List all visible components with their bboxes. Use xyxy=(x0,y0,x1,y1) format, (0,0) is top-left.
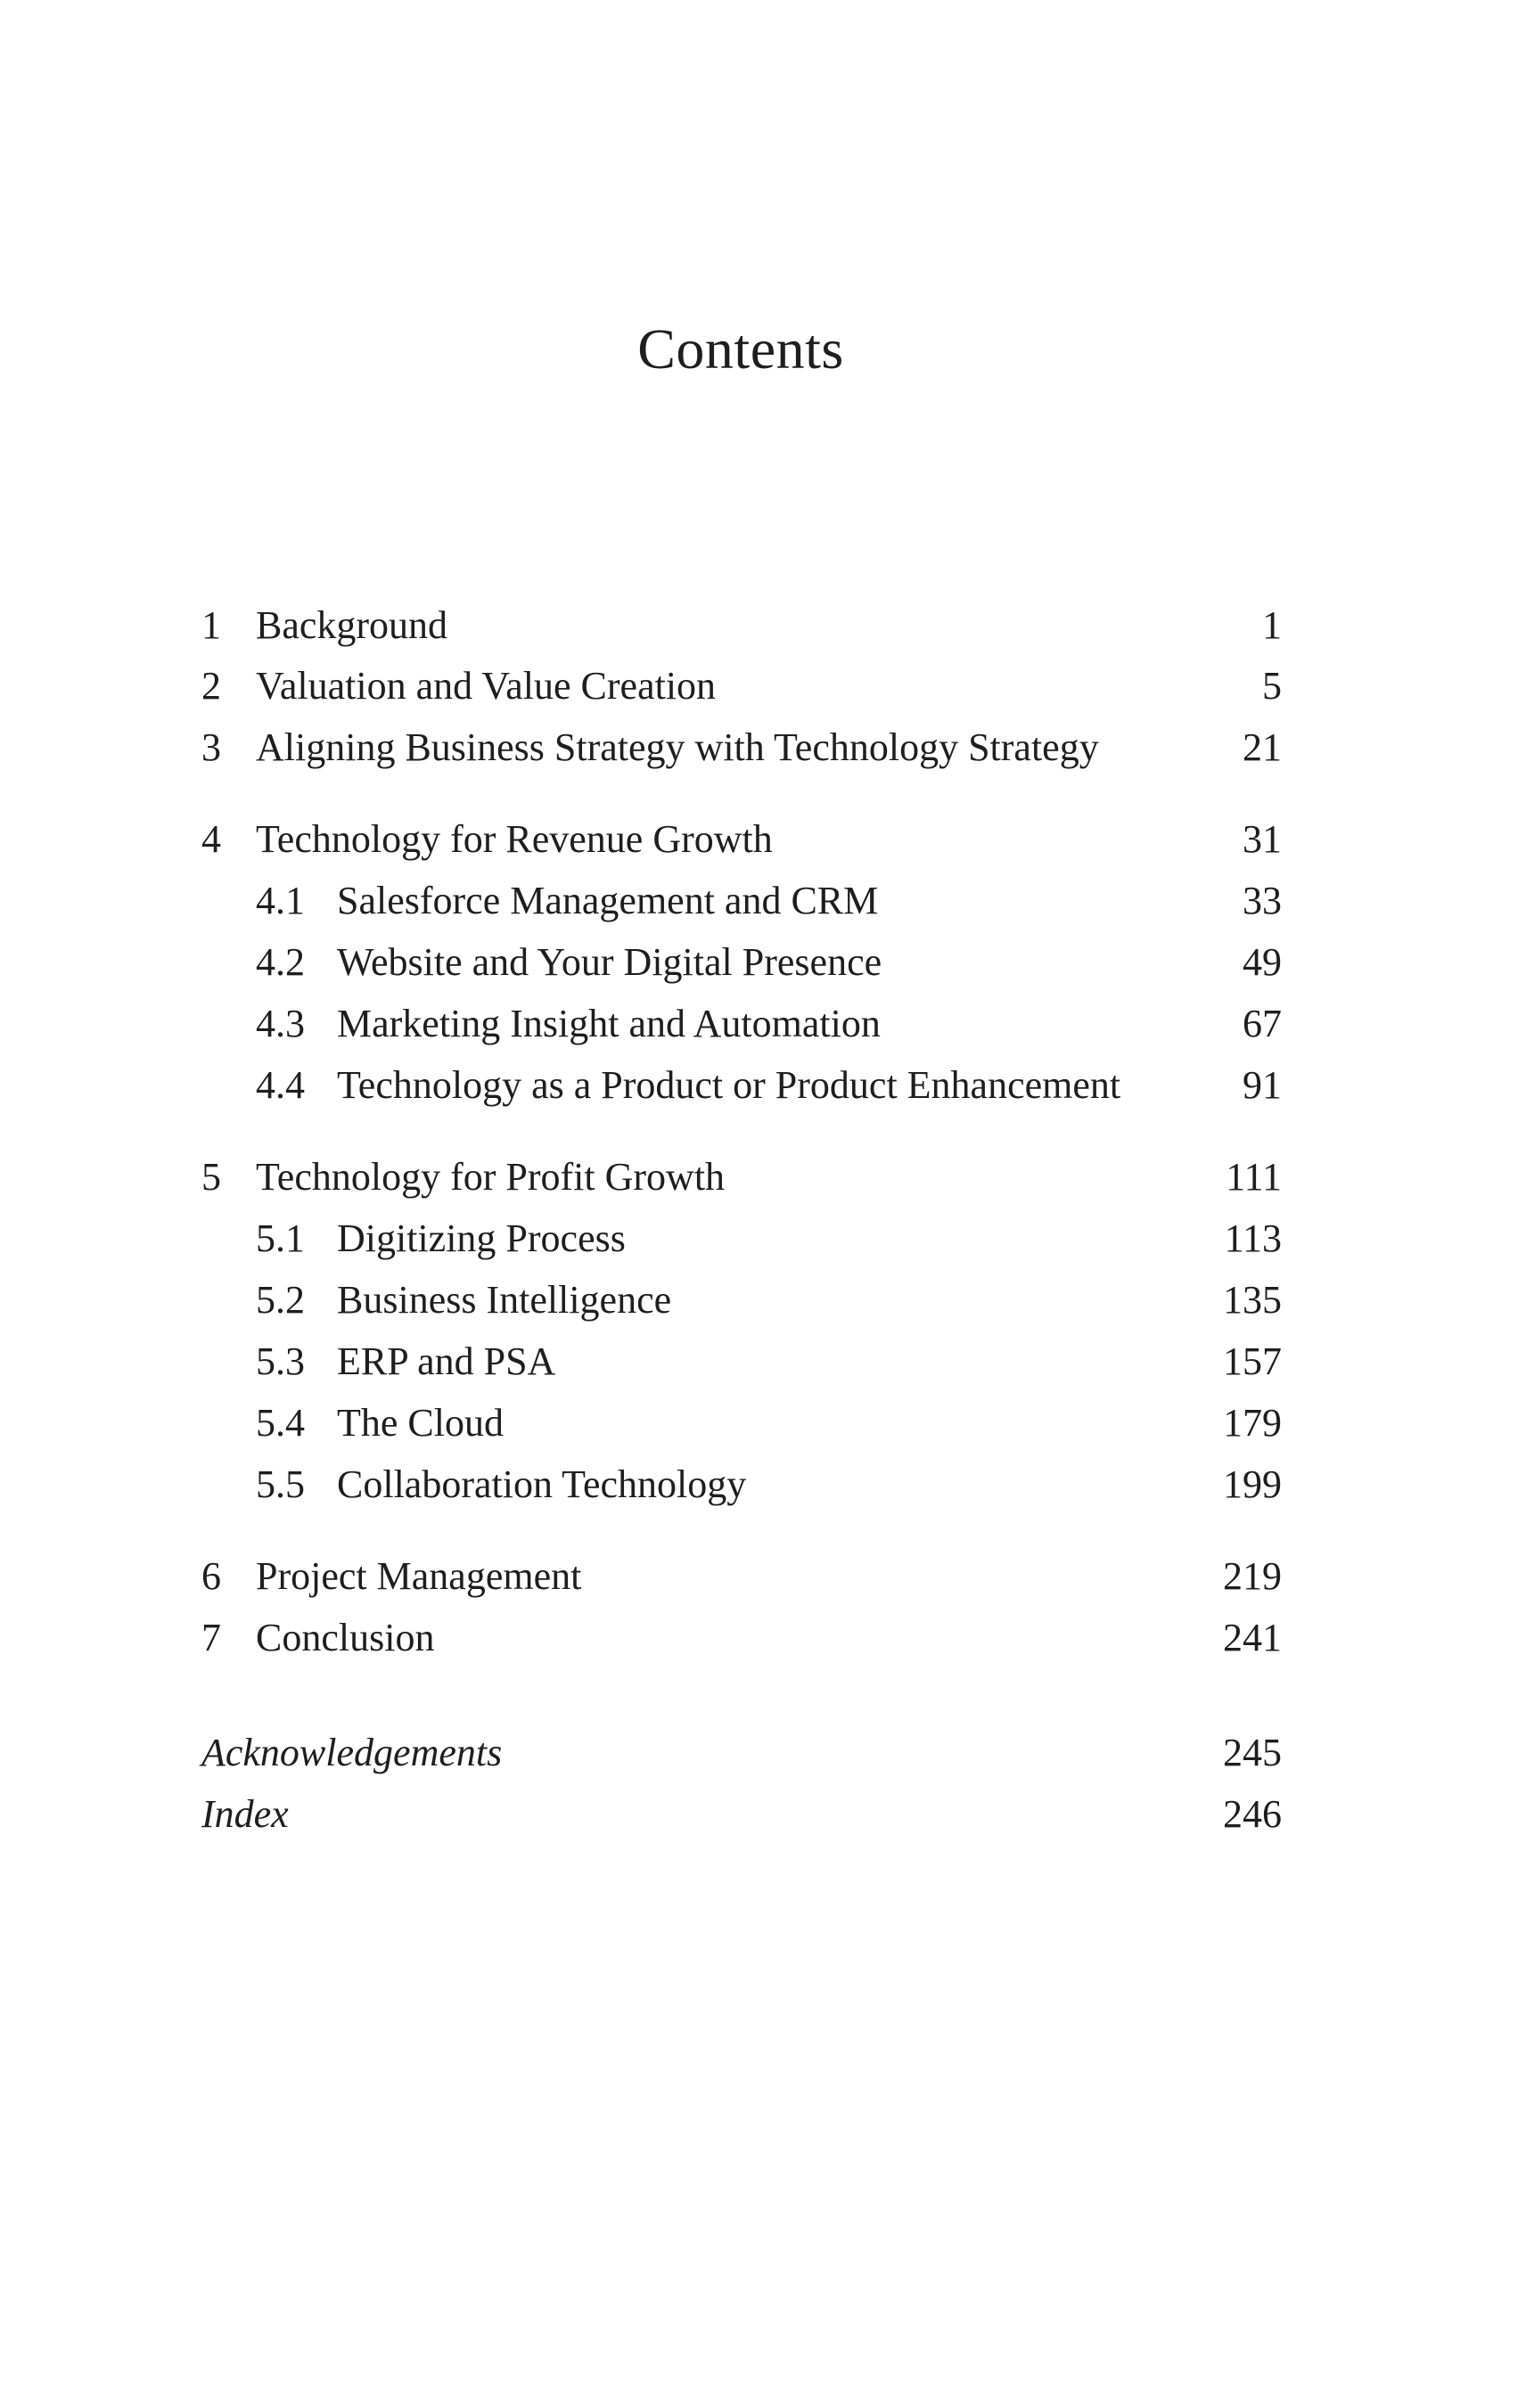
chapter-title: Project Management xyxy=(256,1554,582,1598)
chapter-number: 6 xyxy=(201,1554,221,1598)
section-number: 4.1 xyxy=(256,879,305,922)
chapter-title: Technology for Revenue Growth xyxy=(256,817,773,861)
chapter-number: 3 xyxy=(201,725,221,769)
toc-entry-marketing-insight[interactable] xyxy=(0,995,1526,1052)
page-number: 111 xyxy=(1226,1155,1282,1199)
toc-entry-project-management[interactable] xyxy=(0,1548,1526,1605)
page-number: 113 xyxy=(1224,1216,1282,1260)
chapter-title: Technology for Profit Growth xyxy=(256,1155,726,1199)
section-title: The Cloud xyxy=(337,1401,504,1445)
page-title: Contents xyxy=(637,316,844,381)
page-number: 33 xyxy=(1243,879,1282,922)
toc-entry-index[interactable] xyxy=(0,1786,1526,1843)
toc-entry-digitizing-process[interactable] xyxy=(0,1210,1526,1267)
toc-entry-conclusion[interactable] xyxy=(0,1609,1526,1667)
section-number: 5.4 xyxy=(256,1401,305,1445)
section-title: Collaboration Technology xyxy=(337,1462,747,1506)
page-number: 219 xyxy=(1223,1554,1282,1598)
toc-entry-website-digital-presence[interactable] xyxy=(0,934,1526,991)
chapter-number: 5 xyxy=(201,1155,221,1199)
toc-entry-collaboration-technology[interactable] xyxy=(0,1456,1526,1513)
page-number: 179 xyxy=(1223,1401,1282,1445)
toc-entry-salesforce-crm[interactable] xyxy=(0,872,1526,930)
toc-entry-profit-growth[interactable] xyxy=(0,1149,1526,1206)
page-number: 5 xyxy=(1262,664,1282,708)
page-number: 241 xyxy=(1223,1616,1282,1659)
back-matter-title: Index xyxy=(201,1792,289,1836)
page-number: 246 xyxy=(1223,1792,1282,1836)
toc-entry-revenue-growth[interactable] xyxy=(0,811,1526,868)
toc-entry-acknowledgements[interactable] xyxy=(0,1724,1526,1781)
section-number: 5.5 xyxy=(256,1462,305,1506)
section-number: 4.3 xyxy=(256,1002,305,1045)
toc-entry-technology-as-product[interactable] xyxy=(0,1057,1526,1114)
chapter-title: Valuation and Value Creation xyxy=(256,664,717,708)
page-number: 31 xyxy=(1243,817,1282,861)
toc-entry-the-cloud[interactable] xyxy=(0,1395,1526,1452)
page-number: 91 xyxy=(1243,1063,1282,1107)
section-title: Marketing Insight and Automation xyxy=(337,1002,881,1045)
section-number: 4.4 xyxy=(256,1063,305,1107)
chapter-number: 7 xyxy=(201,1616,221,1659)
chapter-number: 4 xyxy=(201,817,221,861)
toc-entry-erp-psa[interactable] xyxy=(0,1333,1526,1390)
page-number: 245 xyxy=(1223,1731,1282,1774)
section-title: ERP and PSA xyxy=(337,1339,556,1383)
section-title: Website and Your Digital Presence xyxy=(337,940,882,984)
page-number: 1 xyxy=(1262,603,1282,647)
section-title: Business Intelligence xyxy=(337,1278,672,1322)
chapter-number: 1 xyxy=(201,603,221,647)
chapter-title: Aligning Business Strategy with Technology Strategy xyxy=(256,725,1099,769)
page-number: 21 xyxy=(1243,725,1282,769)
toc-entry-business-intelligence[interactable] xyxy=(0,1272,1526,1329)
section-number: 5.2 xyxy=(256,1278,305,1322)
page-number: 49 xyxy=(1243,940,1282,984)
toc-entry-aligning-strategy[interactable] xyxy=(0,719,1526,776)
section-title: Salesforce Management and CRM xyxy=(337,879,879,922)
page-number: 157 xyxy=(1223,1339,1282,1383)
section-number: 4.2 xyxy=(256,940,305,984)
toc-entry-background[interactable] xyxy=(0,597,1526,654)
chapter-title: Conclusion xyxy=(256,1616,435,1659)
section-title: Technology as a Product or Product Enhancement xyxy=(337,1063,1121,1107)
back-matter-title: Acknowledgements xyxy=(201,1731,503,1774)
page-number: 67 xyxy=(1243,1002,1282,1045)
section-number: 5.3 xyxy=(256,1339,305,1383)
toc-entry-valuation[interactable] xyxy=(0,658,1526,715)
chapter-title: Background xyxy=(256,603,448,647)
page-number: 199 xyxy=(1223,1462,1282,1506)
section-number: 5.1 xyxy=(256,1216,305,1260)
section-title: Digitizing Process xyxy=(337,1216,626,1260)
page-number: 135 xyxy=(1223,1278,1282,1322)
chapter-number: 2 xyxy=(201,664,221,708)
